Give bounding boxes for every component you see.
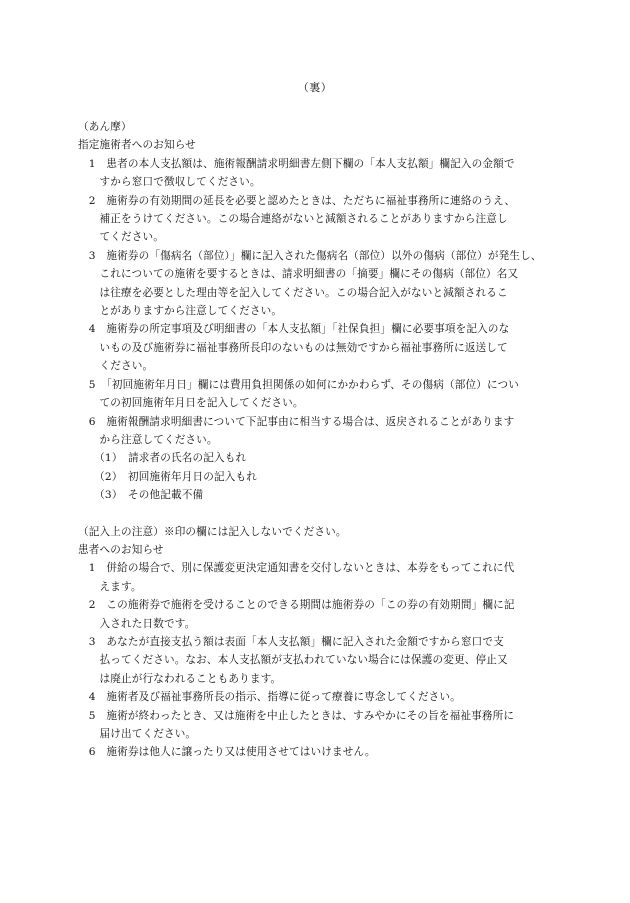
section-gap	[78, 505, 552, 523]
text-line: いもの及び施術券に福祉事務所長印のないものは無効ですから福祉事務所に返送して	[78, 341, 508, 354]
text-line: 3 あなたが直接支払う額は表面「本人支払額」欄に記入された金額ですから窓口で支	[78, 635, 504, 648]
text-line: ください。	[78, 360, 154, 373]
text-line: 4 施術券の所定事項及び明細書の「本人支払額」「社保負担」欄に必要事項を記入のな	[78, 323, 510, 336]
text-line: ての初回施術年月日を記入してください。	[78, 397, 304, 410]
text-line: （1） 請求者の氏名の記入もれ	[78, 452, 247, 465]
text-line: 5 施術が終わったとき、又は施術を中止したときは、すみやかにその旨を福祉事務所に	[78, 709, 515, 722]
section1-category: （あん摩）	[78, 121, 132, 133]
text-line: 1 患者の本人支払額は、施術報酬請求明細書左側下欄の「本人支払額」欄記入の金額で	[78, 157, 515, 170]
text-line: とがありますから注意してください。	[78, 305, 283, 318]
text-line: 補正をうけてください。この場合連絡がないと減額されることがありますから注意し	[78, 213, 508, 226]
text-line: （3） その他記載不備	[78, 489, 204, 502]
text-line: 6 施術報酬請求明細書について下記事由に相当する場合は、返戻されることがあります	[78, 415, 515, 428]
text-line: 5 「初回施術年月日」欄には費用負担関係の如何にかかわらず、その傷病（部位）につい	[78, 378, 520, 391]
text-line: は往療を必要とした理由等を記入してください。この場合記入がないと減額されるこ	[78, 286, 508, 299]
text-line: 払ってください。なお、本人支払額が支払われていない場合には保護の変更、停止又	[78, 654, 508, 667]
section2-note: （記入上の注意）※印の欄には記入しないでください。	[78, 525, 347, 538]
text-line: てください。	[78, 231, 164, 244]
text-line: 1 併給の場合で、別に保護変更決定通知書を交付しないときは、本券をもってこれに代	[78, 562, 515, 575]
section1-heading: 指定施術者へのお知らせ	[78, 139, 196, 152]
text-line: （2） 初回施術年月日の記入もれ	[78, 470, 257, 483]
page-title: （裏）	[297, 81, 333, 94]
section1-body	[78, 155, 552, 505]
text-line: えます。	[78, 580, 142, 593]
text-line: すから窓口で徴収してください。	[78, 176, 261, 189]
text-line: 3 施術券の「傷病名（部位）」欄に記入された傷病名（部位）以外の傷病（部位）が発生し、	[78, 249, 542, 262]
text-line: 届け出てください。	[78, 728, 197, 740]
text-line: 2 施術券の有効期間の延長を必要と認めたときは、ただちに福祉事務所に連絡のうえ、	[78, 194, 516, 207]
text-line: 6 施術券は他人に譲ったり又は使用させてはいけません。	[78, 746, 376, 759]
document-content	[78, 118, 552, 762]
section2-heading: 患者へのお知らせ	[78, 543, 164, 556]
text-line: から注意してください。	[78, 433, 218, 446]
text-line: 4 施術者及び福祉事務所長の指示、指導に従って療養に専念してください。	[78, 691, 461, 704]
text-line: これについての施術を要するときは、請求明細書の「摘要」欄にその傷病（部位）名又	[78, 268, 519, 281]
text-line: 2 この施術券で施術を受けることのできる期間は施術券の「この券の有効期間」欄に記	[78, 599, 515, 612]
text-line: は廃止が行なわれることもあります。	[78, 672, 282, 685]
text-line: 入された日数です。	[78, 617, 196, 630]
section2-body	[78, 559, 552, 761]
